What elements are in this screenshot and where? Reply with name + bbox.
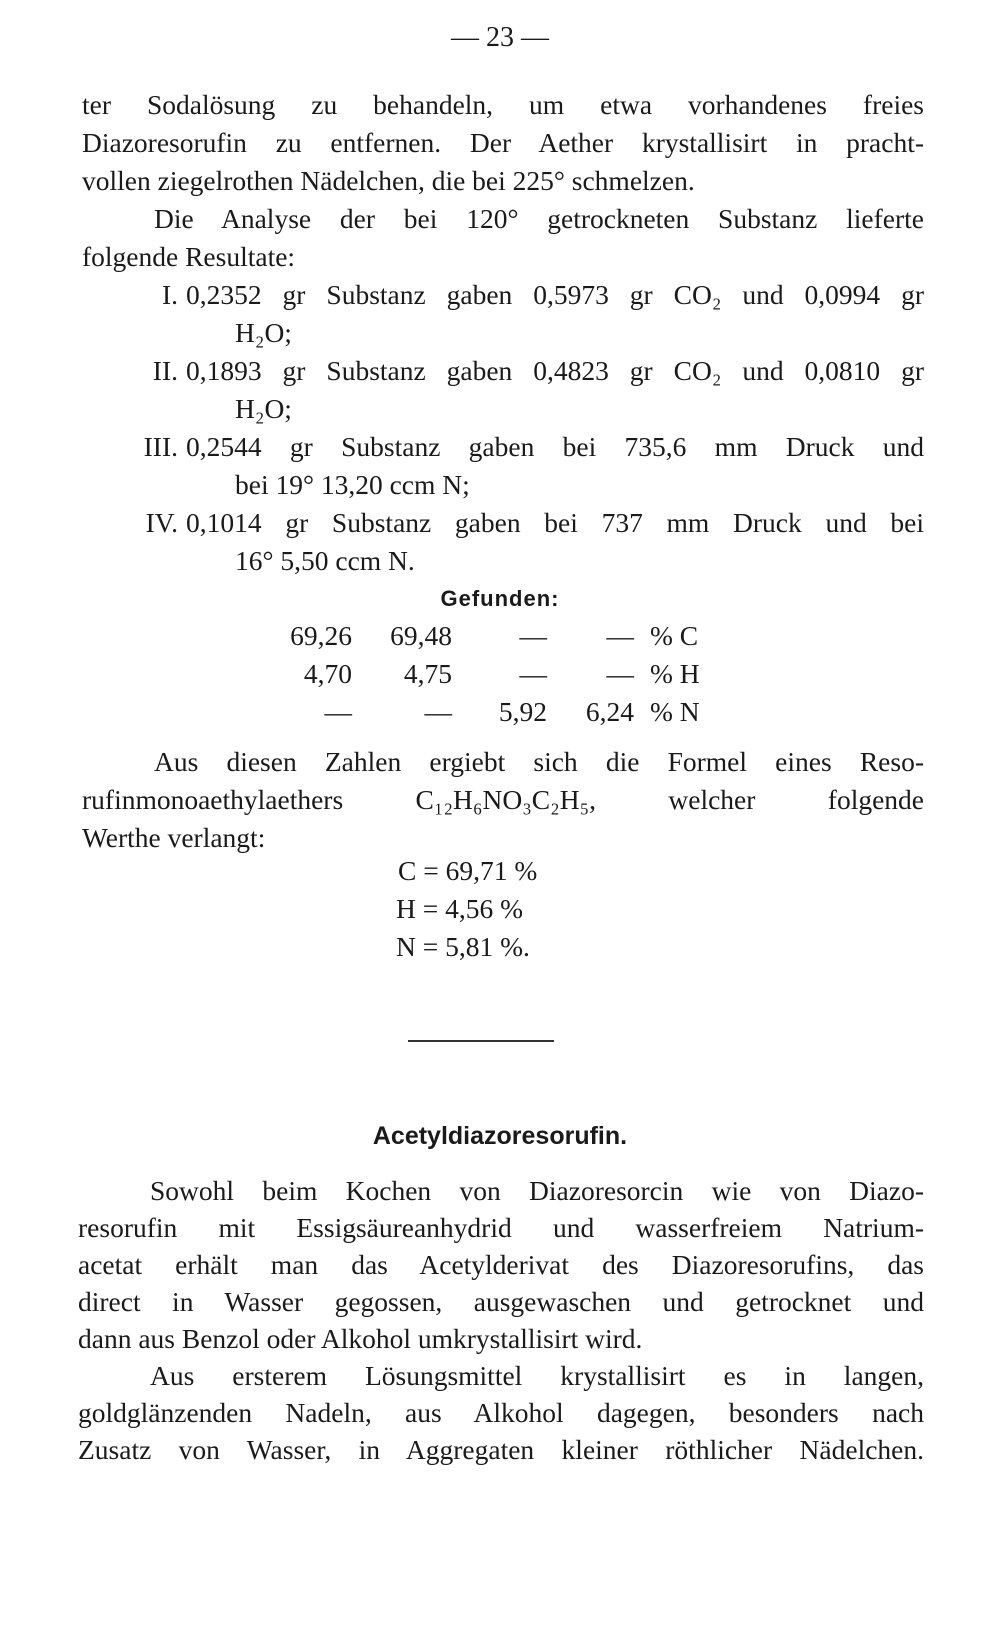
analysis-item [82,428,924,466]
table-cell: 69,48 [390,620,452,651]
analysis-item [82,504,924,542]
required-value-row: C = 69,71 % [398,855,538,886]
element-value: 69,71 % [445,855,538,886]
analysis-continuation: 16° 5,50 ccm N. [235,545,415,576]
text-line: Diazoresorufin zu entfernen. Der Aether krystallisirt in pracht- [82,127,924,158]
required-value-row: N = 5,81 %. [396,931,530,962]
text-line: resorufin mit Essigsäureanhydrid und wasserfreiem Natrium- [78,1212,924,1243]
table-cell: — [519,620,547,651]
analysis-text: 0,2352 gr Substanz gaben 0,5973 gr CO₂ und 0,0994 gr [186,279,924,310]
table-cell: 5,92 [498,696,547,727]
analysis-continuation: H₂O; [235,393,292,424]
table-cell: — [519,658,547,689]
table-cell: 4,75 [403,658,452,689]
text-line: ter Sodalösung zu behandeln, um etwa vorhandenes freies [82,89,924,120]
element-value: 4,56 % [445,893,524,924]
table-cell: — [606,658,634,689]
section-heading: Acetyldiazoresorufin. [372,1122,628,1150]
analysis-number: IV. [145,507,178,538]
analysis-item [82,352,924,390]
table-cell: 69,26 [290,620,352,651]
element-symbol: N [396,931,416,962]
analysis-text: 0,1893 gr Substanz gaben 0,4823 gr CO₂ und 0,0810 gr [186,355,924,386]
element-value: 5,81 %. [445,931,530,962]
section-divider [408,1040,554,1042]
table-cell: % C [650,620,699,651]
text-line: Aus ersterem Lösungsmittel krystallisirt es in langen, [150,1360,924,1391]
text-line: Werthe verlangt: [82,822,266,853]
table-row [0,617,1000,655]
table-cell: — [324,696,352,727]
table-cell: 4,70 [303,658,352,689]
table-row [0,693,1000,731]
text-line: direct in Wasser gegossen, ausgewaschen und getrocknet und [78,1286,924,1317]
table-cell: % H [650,658,700,689]
text-line: dann aus Benzol oder Alkohol umkrystallisirt wird. [78,1323,643,1354]
text-line: acetat erhält man das Acetylderivat des Diazoresorufins, das [78,1249,924,1280]
table-cell: — [424,696,452,727]
text-line: Zusatz von Wasser, in Aggregaten kleiner röthlicher Nädelchen. [78,1434,924,1465]
element-symbol: C [398,855,417,886]
table-cell: — [606,620,634,651]
text-line: Die Analyse der bei 120° getrockneten Substanz lieferte [154,203,924,234]
text-line: vollen ziegelrothen Nädelchen, die bei 225° schmelzen. [82,165,695,196]
text-line: folgende Resultate: [82,241,296,272]
analysis-text: 0,2544 gr Substanz gaben bei 735,6 mm Druck und [186,431,924,462]
analysis-number: III. [143,431,178,462]
found-table-title: Gefunden: [440,586,560,611]
text-line: goldglänzenden Nadeln, aus Alkohol dagegen, besonders nach [78,1397,924,1428]
analysis-number: I. [161,279,178,310]
table-row [0,655,1000,693]
required-value-row: H = 4,56 % [396,893,524,924]
analysis-continuation: H₂O; [235,317,292,348]
page-number: — 23 — [451,22,549,53]
analysis-number: II. [152,355,178,386]
table-cell: % N [650,696,700,727]
analysis-item [82,276,924,314]
text-line: Sowohl beim Kochen von Diazoresorcin wie von Diazo- [150,1175,924,1206]
text-line: Aus diesen Zahlen ergiebt sich die Formel eines Reso- [154,746,924,777]
analysis-continuation: bei 19° 13,20 ccm N; [235,469,470,500]
analysis-text: 0,1014 gr Substanz gaben bei 737 mm Druck und bei [186,507,924,538]
element-symbol: H [396,893,416,924]
table-cell: 6,24 [585,696,634,727]
text-line: rufinmonoaethylaethers C₁₂H₆NO₃C₂H₅, welcher folgende [82,784,924,815]
